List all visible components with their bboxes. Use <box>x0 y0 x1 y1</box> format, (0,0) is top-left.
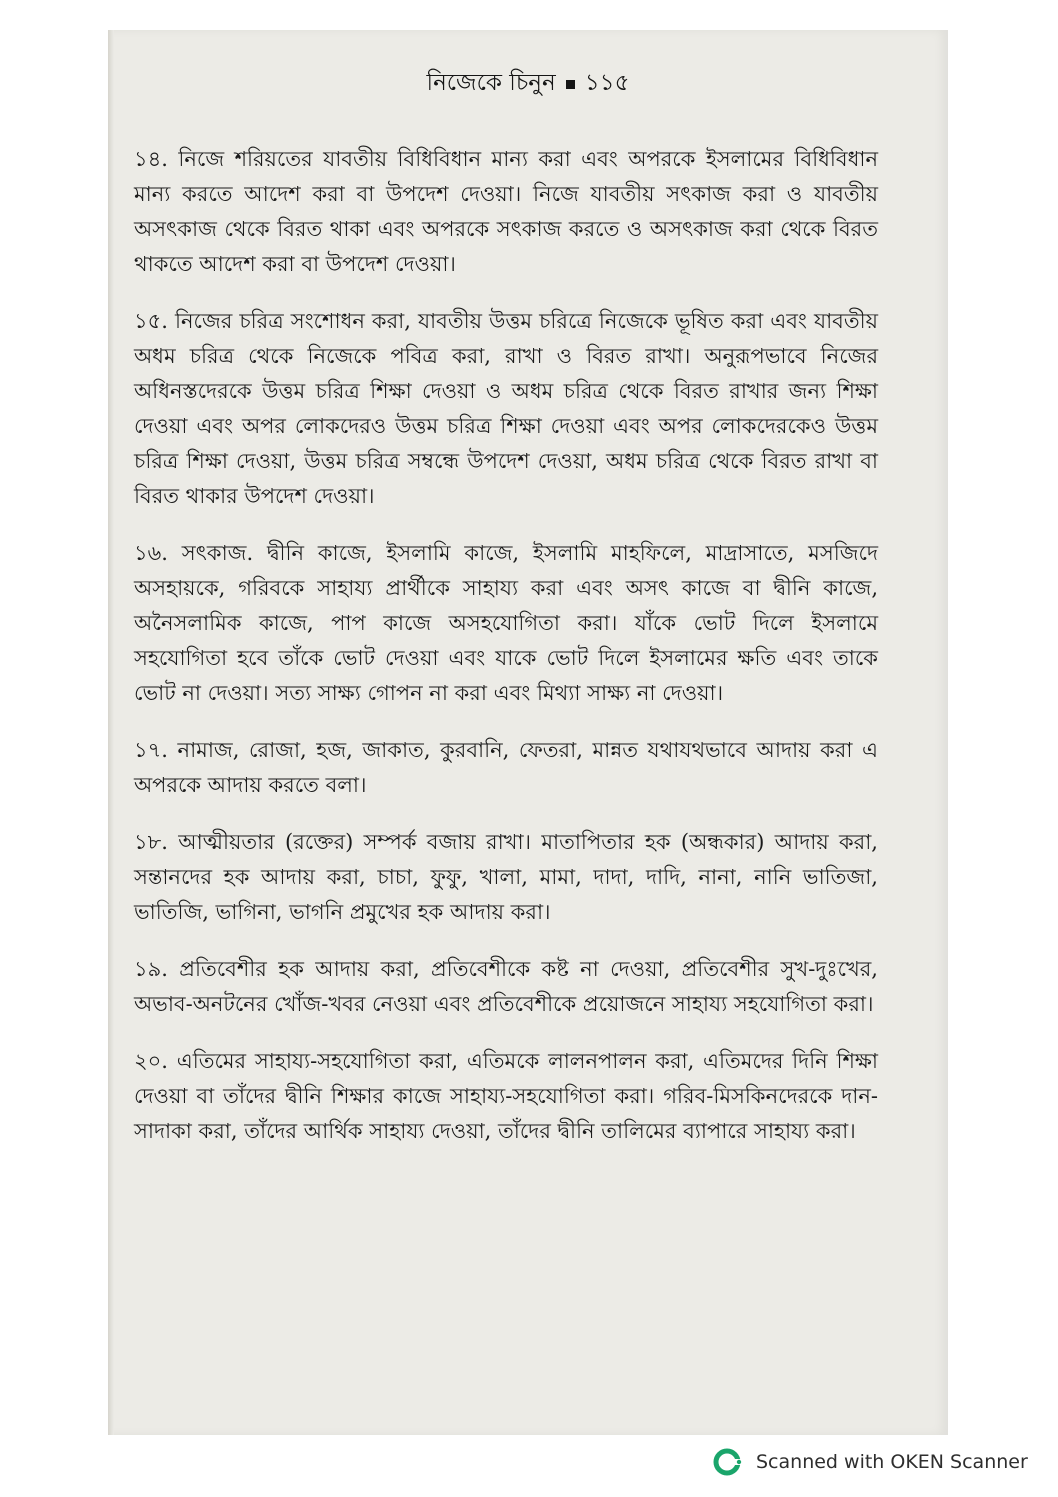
paragraph-17: ১৭. নামাজ, রোজা, হজ, জাকাত, কুরবানি, ফেতরা, মান্নত যথাযথভাবে আদায় করা এ অপরকে আদায় করতে বলা। <box>134 738 878 797</box>
paragraph-14: ১৪. নিজে শরিয়তের যাবতীয় বিধিবিধান মান্য করা এবং অপরকে ইসলামের বিধিবিধান মান্য করতে আদেশ করা বা উপদেশ দেওয়া। নিজে যাবতীয় সৎকাজ করা ও যাবতীয় অসৎকাজ থেকে বিরত থাকা এবং অপরকে সৎকাজ করতে ও অসৎকাজ করা থেকে বিরত থাকতে আদেশ করা বা উপদেশ দেওয়া। <box>134 147 878 276</box>
paragraph-20: ২০. এতিমের সাহায্য-সহযোগিতা করা, এতিমকে লালনপালন করা, এতিমদের দিনি শিক্ষা দেওয়া বা তাঁদের দ্বীনি শিক্ষার কাজে সাহায্য-সহযোগিতা করা। গরিব-মিসকিনদেরকে দান-সাদাকা করা, তাঁদের আর্থিক সাহায্য দেওয়া, তাঁদের দ্বীনি তালিমের ব্যাপারে সাহায্য করা। <box>134 1049 878 1143</box>
running-header <box>108 64 948 103</box>
page-number: ১১৫ <box>584 70 630 96</box>
oken-scanner-logo-icon <box>712 1447 742 1477</box>
paragraph-16: ১৬. সৎকাজ. দ্বীনি কাজে, ইসলামি কাজে, ইসলামি মাহফিলে, মাদ্রাসাতে, মসজিদে অসহায়কে, গরিবকে সাহায্য প্রার্থীকে সাহায্য করা এবং অসৎ কাজে বা দ্বীনি কাজে, অনৈসলামিক কাজে, পাপ কাজে অসহযোগিতা করা। যাঁকে ভোট দিলে ইসলামে সহযোগিতা হবে তাঁকে ভোট দেওয়া এবং যাকে ভোট দিলে ইসলামের ক্ষতি এবং তাকে ভোট না দেওয়া। সত্য সাক্ষ্য গোপন না করা এবং মিথ্যা সাক্ষ্য না দেওয়া। <box>134 541 878 705</box>
paragraph-15: ১৫. নিজের চরিত্র সংশোধন করা, যাবতীয় উত্তম চরিত্রে নিজেকে ভূষিত করা এবং যাবতীয় অধম চরিত্র থেকে নিজেকে পবিত্র করা, রাখা ও বিরত রাখা। অনুরূপভাবে নিজের অধিনস্তদেরকে উত্তম চরিত্র শিক্ষা দেওয়া ও অধম চরিত্র থেকে বিরত রাখার জন্য শিক্ষা দেওয়া এবং অপর লোকদেরও উত্তম চরিত্র শিক্ষা দেওয়া এবং অপর লোকদেরকেও উত্তম চরিত্র শিক্ষা দেওয়া, উত্তম চরিত্র সম্বন্ধে উপদেশ দেওয়া, অধম চরিত্র থেকে বিরত রাখা বা বিরত থাকার উপদেশ দেওয়া। <box>134 309 878 508</box>
scanner-text: Scanned with OKEN Scanner <box>756 1451 1028 1473</box>
paragraph-19: ১৯. প্রতিবেশীর হক আদায় করা, প্রতিবেশীকে কষ্ট না দেওয়া, প্রতিবেশীর সুখ-দুঃখের, অভাব-অনটনের খোঁজ-খবর নেওয়া এবং প্রতিবেশীকে প্রয়োজনে সাহায্য সহযোগিতা করা। <box>134 957 878 1016</box>
paragraph-18: ১৮. আত্মীয়তার (রক্তের) সম্পর্ক বজায় রাখা। মাতাপিতার হক (অন্ধকার) আদায় করা, সন্তানদের হক আদায় করা, চাচা, ফুফু, খালা, মামা, দাদা, দাদি, নানা, নানি ভাতিজা, ভাতিজি, ভাগিনা, ভাগনি প্রমুখের হক আদায় করা। <box>134 830 878 924</box>
header-title: নিজেকে চিনুন <box>426 70 556 96</box>
page-body <box>134 142 878 1171</box>
header-separator-icon <box>566 80 575 89</box>
page-binding-edge <box>108 30 114 1435</box>
scanner-watermark <box>712 1443 1028 1481</box>
book-page <box>108 30 948 1435</box>
